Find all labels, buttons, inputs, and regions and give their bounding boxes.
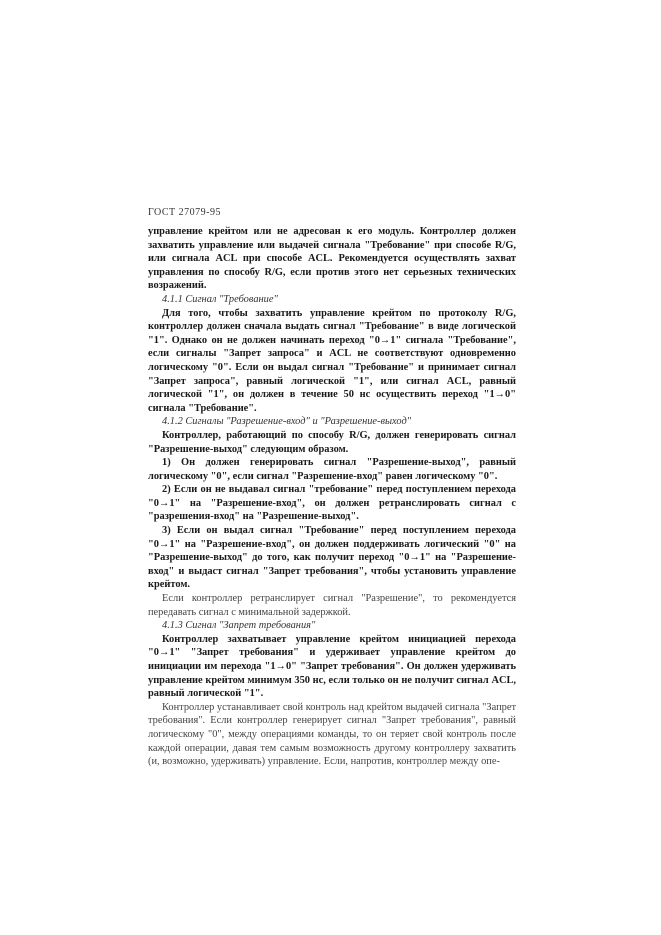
document-body bbox=[148, 225, 516, 769]
section-heading-4-1-2: 4.1.2 Сигналы "Разрешение-вход" и "Разрешение-выход" bbox=[162, 416, 412, 428]
list-item-2: 2) Если он не выдавал сигнал "требование" перед поступлением перехода "0→1" на "Разрешение-вход", он должен ретранслировать сигнал с "разрешения-вход" на "Разрешение-выход". bbox=[148, 484, 516, 523]
paragraph-capture-control: Контроллер захватывает управление крейтом инициацией перехода "0→1" "Запрет требования" и удерживает управление крейтом до инициации им перехода "1→0" "Запрет требования". Он должен удерживать управление крейтом минимум 350 нс, если только он не получит сигнал ACL, равный логической "1". bbox=[148, 633, 516, 700]
page-header-doc-code: ГОСТ 27079-95 bbox=[148, 207, 221, 218]
paragraph-establish-control: Контроллер устанавливает свой контроль над крейтом выдачей сигнала "Запрет требования". Если контроллер генерирует сигнал "Запрет требования", равный логическому "0", между операциями команды, то он теряет свой контроль после каждой операции, давая тем самым возможность другому контроллеру захватить (и, возможно, удерживать) управление. Если, напротив, контроллер между опе- bbox=[148, 701, 516, 768]
section-heading-4-1-1: 4.1.1 Сигнал "Требование" bbox=[162, 293, 278, 305]
paragraph-requirement-signal: Для того, чтобы захватить управление крейтом по протоколу R/G, контроллер должен сначала выдать сигнал "Требование" в виде логической "1". Однако он не должен начинать переход "0→1" сигнала "Требование", если сигналы "Запрет запроса" и ACL не соответствуют одновременно логическому "0". Если он выдал сигнал "Требование" и принимает сигнал "Запрет запроса", равный логической "1", или сигнал ACL, равный логической "1", он должен в течение 50 нс осуществить переход "1→0" сигнала "Требование". bbox=[148, 307, 516, 414]
list-item-1: 1) Он должен генерировать сигнал "Разрешение-выход", равный логическому "0", если сигнал "Разрешение-вход" равен логическому "0". bbox=[148, 457, 516, 482]
list-item-3: 3) Если он выдал сигнал "Требование" перед поступлением перехода "0→1" на "Разрешение-вход", он должен поддерживать логический "0" на "Разрешение-выход" до того, как получит переход "0→1" на "Разрешение-вход" и выдаст сигнал "Запрет требования", чтобы установить управление крейтом. bbox=[148, 525, 516, 591]
paragraph-intro: управление крейтом или не адресован к его модуль. Контроллер должен захватить управление или выдачей сигнала "Требование" при способе R/G, или сигнала ACL при способе ACL. Рекомендуется осуществлять захват управления по способу R/G, если против этого нет серьезных технических возражений. bbox=[148, 226, 516, 292]
paragraph-retransmit: Если контроллер ретранслирует сигнал "Разрешение", то рекомендуется передавать сигнал с минимальной задержкой. bbox=[148, 593, 516, 618]
paragraph-rg-controller: Контроллер, работающий по способу R/G, должен генерировать сигнал "Разрешение-выход" следующим образом. bbox=[148, 429, 516, 455]
section-heading-4-1-3: 4.1.3 Сигнал "Запрет требования" bbox=[162, 620, 316, 632]
